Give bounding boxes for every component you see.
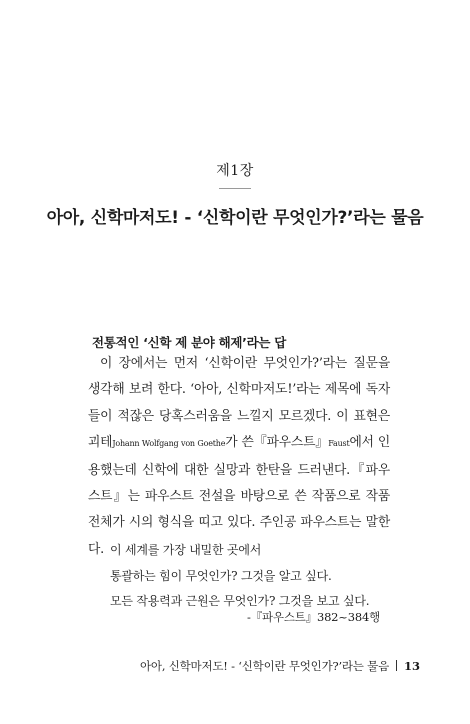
page-footer: [140, 658, 421, 674]
quote-line: 이 세계를 가장 내밀한 곳에서: [110, 543, 262, 557]
goethe-original-name: Johann Wolfgang von Goethe: [112, 439, 226, 449]
footer-separator: [396, 660, 397, 671]
chapter-title: 아아, 신학마저도! - ‘신학이란 무엇인가?’라는 물음: [46, 208, 424, 228]
block-quote: [110, 538, 410, 615]
chapter-label: 제1장: [216, 163, 254, 179]
body-text-part3: 에서 인용했는데 신학에 대한 실망과 한탄을 드러낸다.『파우스트』는 파우스트 전설을 바탕으로 쓴 작품으로 작품 전체가 시의 형식을 띠고 있다. 주인공 파우스트는 말한다.: [88, 435, 391, 557]
quote-line: 통괄하는 힘이 무엇인가? 그것을 알고 싶다.: [110, 568, 332, 583]
section-heading: 전통적인 ‘신학 제 분야 해제’라는 답: [92, 335, 287, 350]
faust-original-title: Faust: [328, 439, 350, 449]
body-paragraph: [88, 351, 390, 563]
body-text-part2: 가 쓴『파우스트』: [225, 435, 329, 451]
page-number: 13: [404, 659, 421, 673]
body-text-part1: 이 장에서는 먼저 ‘신학이란 무엇인가?’라는 질문을 생각해 보려 한다. ‘아아, 신학마저도!’라는 제목에 독자들이 적잖은 당혹스러움을 느낄지 모르겠다. 이 표현은 괴테: [88, 356, 390, 451]
running-title: 아아, 신학마저도! - ‘신학이란 무엇인가?’라는 물음: [140, 659, 389, 673]
quote-source: -『파우스트』382~384행: [247, 610, 380, 624]
quote-line: 모든 작용력과 근원은 무엇인가? 그것을 보고 싶다.: [110, 594, 370, 608]
chapter-divider: [219, 188, 251, 189]
